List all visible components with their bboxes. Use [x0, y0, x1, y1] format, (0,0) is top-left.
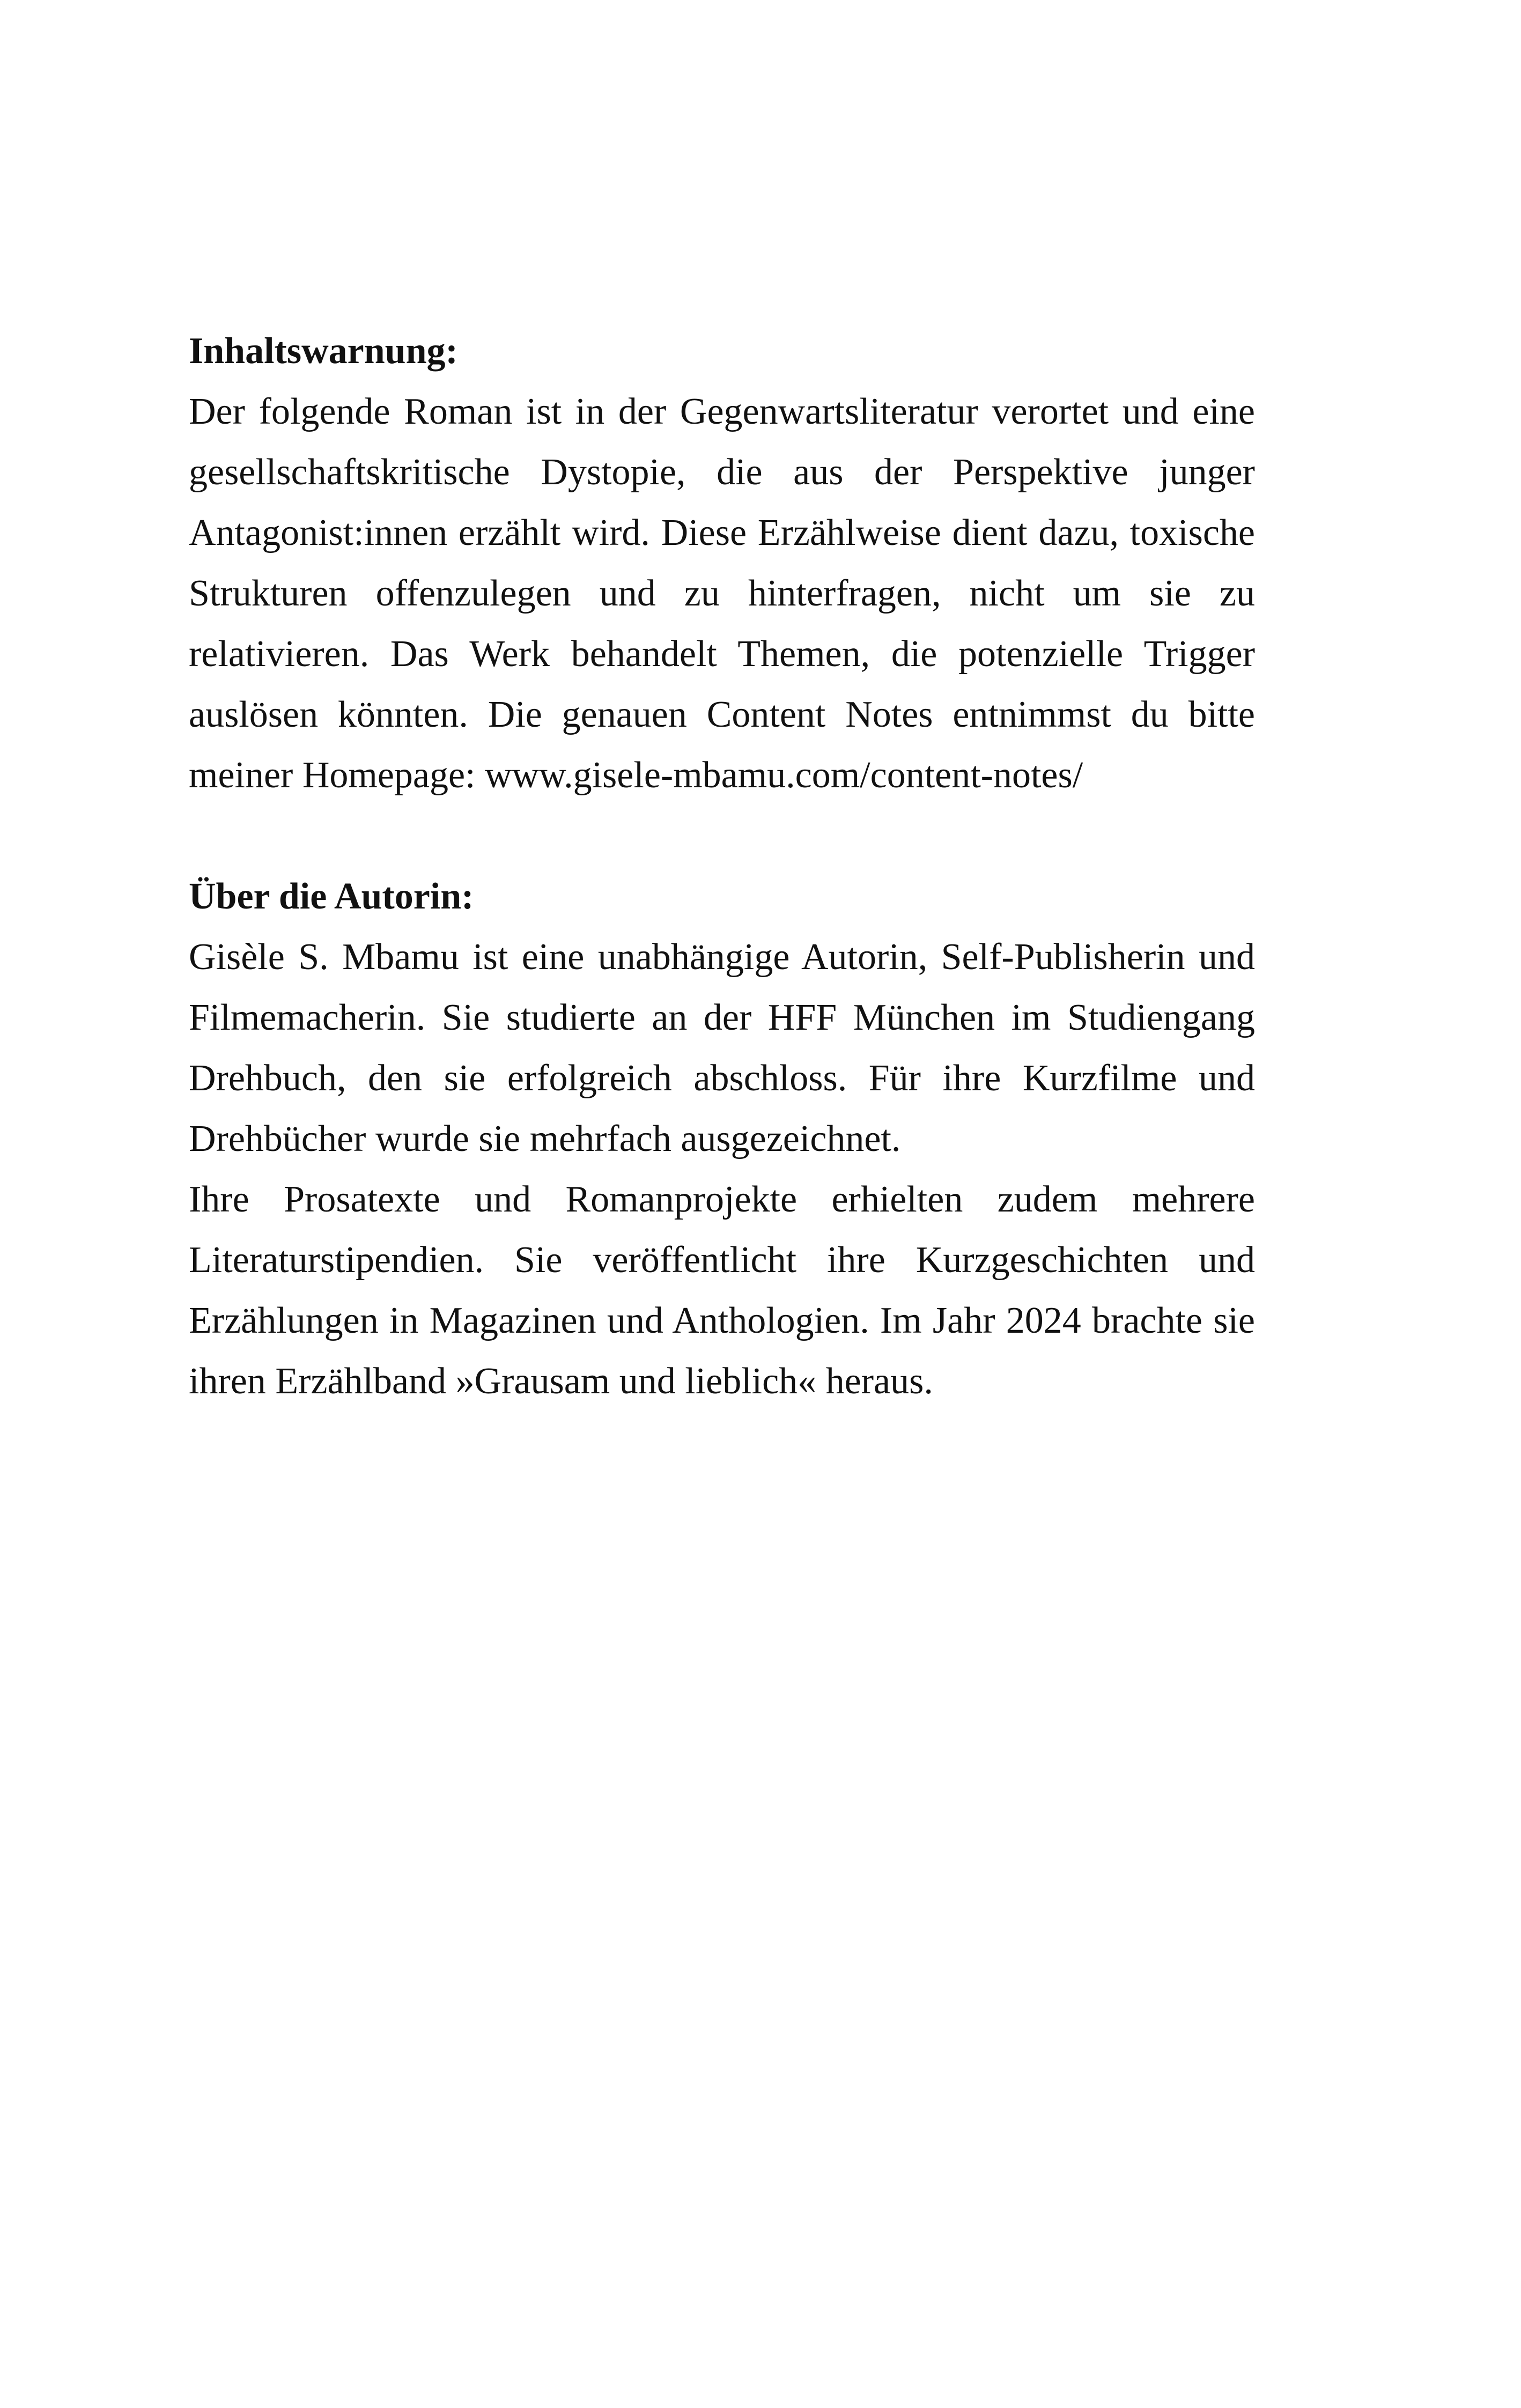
- content-warning-text: Der folgende Roman ist in der Gegenwartsliteratur verortet und eine gesellschaftskritische Dystopie, die aus der Perspektive junger Antagonist:innen erzählt wird. Diese Erzählweise dient dazu, toxische Strukturen offenzulegen und zu hinterfragen, nicht um sie zu relativieren. Das Werk behandelt Themen, die potenzielle Trigger auslösen könnten. Die genauen Content Notes entnimmst du bitte meiner Homepage: www.gisele-mbamu.com/content-notes/: [189, 391, 1255, 796]
- content-warning-heading: Inhaltswarnung:: [189, 330, 458, 372]
- section-spacer: [189, 806, 1255, 866]
- about-author-heading: Über die Autorin:: [189, 876, 474, 917]
- about-author-paragraph-2: Ihre Prosatexte und Romanprojekte erhielten zudem mehrere Literaturstipendien. Sie veröffentlicht ihre Kurzgeschichten und Erzählungen in Magazinen und Anthologien. Im Jahr 2024 brachte sie ihren Erzählband »Grausam und lieblich« heraus.: [189, 1179, 1255, 1402]
- page-content: [189, 321, 1255, 1412]
- about-author-paragraph-1: Gisèle S. Mbamu ist eine unabhängige Autorin, Self-Publisherin und Filmemacherin. Sie studierte an der HFF München im Studiengang Drehbuch, den sie erfolgreich abschloss. Für ihre Kurzfilme und Drehbücher wurde sie mehrfach ausgezeichnet.: [189, 936, 1255, 1159]
